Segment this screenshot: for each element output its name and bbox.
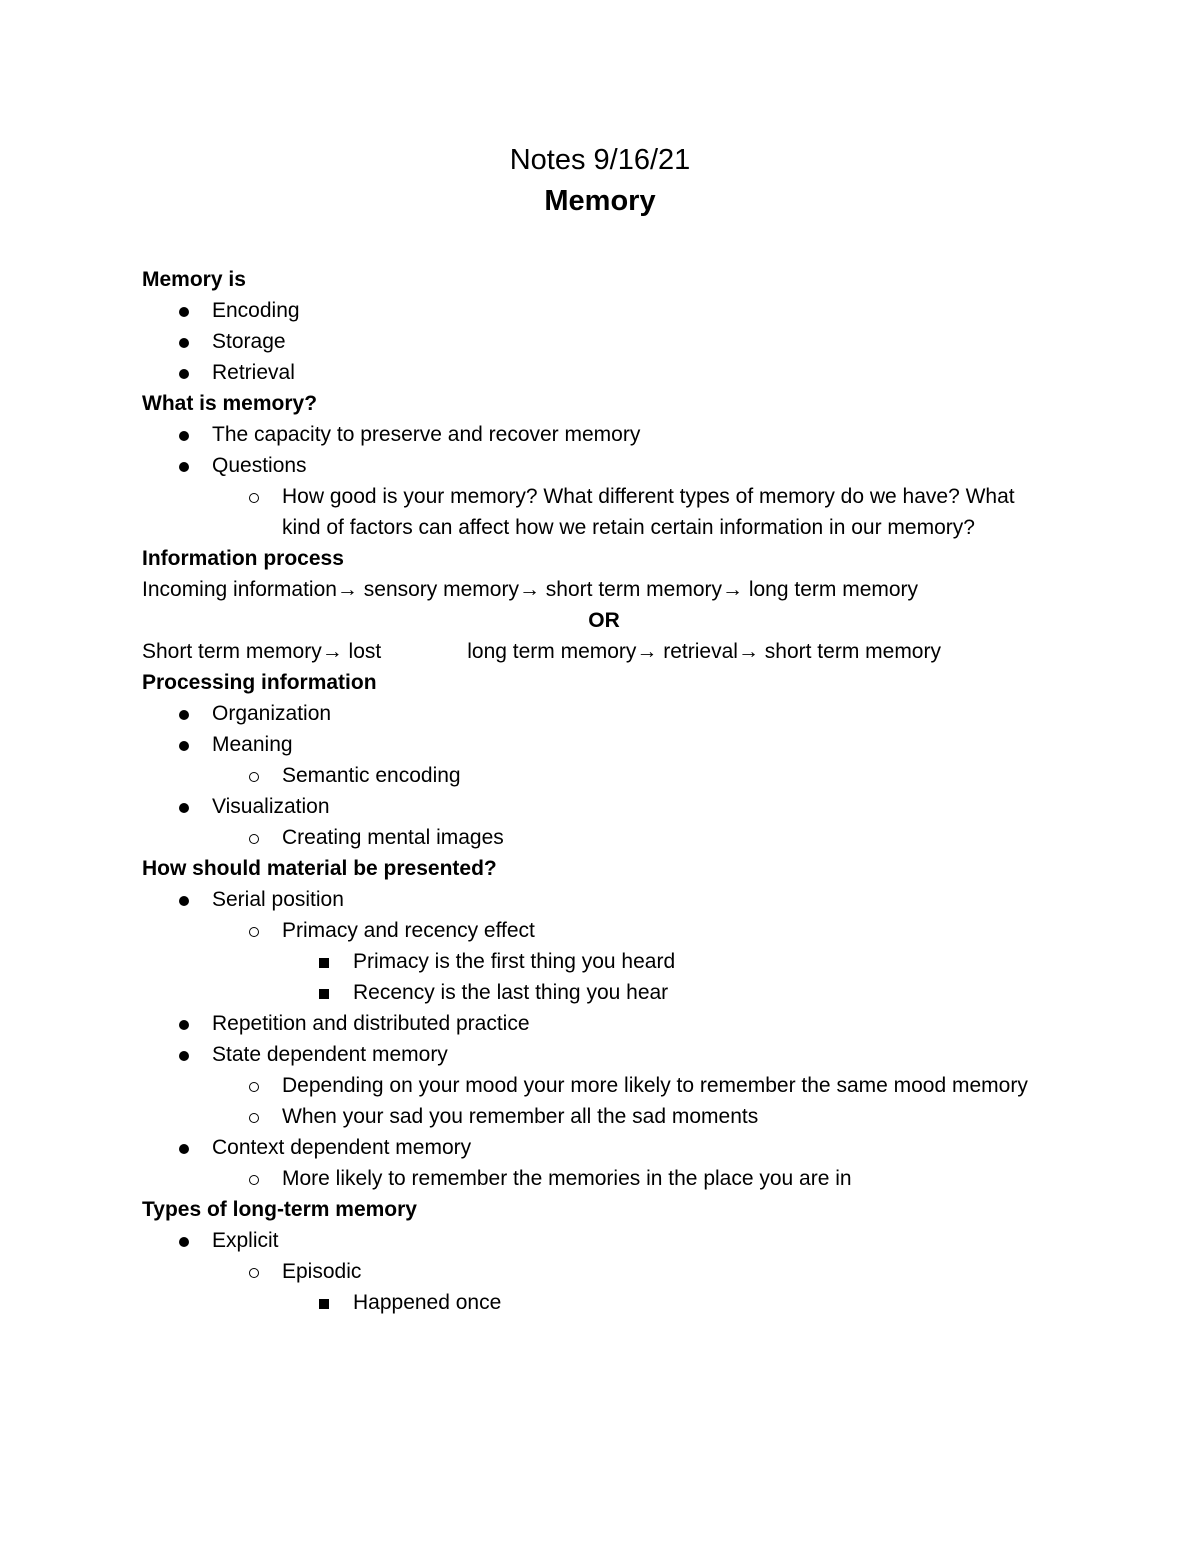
section-heading-material-presented: How should material be presented? — [142, 857, 497, 880]
section-heading-information-process: Information process — [142, 547, 344, 570]
list-item: More likely to remember the memories in the place you are in — [142, 1163, 1062, 1194]
flow-line-2 — [142, 636, 1062, 667]
disc-bullet-icon — [178, 326, 198, 357]
list-item: Repetition and distributed practice — [142, 1008, 1062, 1039]
list-item: Encoding — [142, 295, 1062, 326]
disc-bullet-icon — [178, 884, 198, 915]
circle-bullet-icon — [248, 1256, 268, 1287]
list-item: Recency is the last thing you hear — [142, 977, 1062, 1008]
square-bullet-icon — [318, 946, 338, 977]
disc-bullet-icon — [178, 729, 198, 760]
list-item: Retrieval — [142, 357, 1062, 388]
section-heading-processing-information: Processing information — [142, 671, 377, 694]
list-material-presented — [142, 884, 1062, 1194]
list-item: Primacy is the first thing you heard — [142, 946, 1062, 977]
list-item: When your sad you remember all the sad moments — [142, 1101, 1062, 1132]
circle-bullet-icon — [248, 1163, 268, 1194]
or-divider: OR — [588, 609, 620, 632]
list-long-term-types — [142, 1225, 1062, 1318]
circle-bullet-icon — [248, 481, 268, 512]
flow-line-1: Incoming information→ sensory memory→ short term memory→ long term memory — [142, 578, 919, 601]
list-item: Happened once — [142, 1287, 1062, 1318]
flow-line-2b: long term memory→ retrieval→ short term memory — [467, 640, 941, 663]
section-heading-what-is-memory: What is memory? — [142, 392, 318, 415]
list-item: Semantic encoding — [142, 760, 1062, 791]
disc-bullet-icon — [178, 1008, 198, 1039]
document-body — [142, 264, 1062, 1318]
disc-bullet-icon — [178, 1132, 198, 1163]
list-processing-information — [142, 698, 1062, 853]
square-bullet-icon — [318, 977, 338, 1008]
disc-bullet-icon — [178, 1225, 198, 1256]
disc-bullet-icon — [178, 450, 198, 481]
circle-bullet-icon — [248, 1101, 268, 1132]
disc-bullet-icon — [178, 1039, 198, 1070]
list-what-is-memory — [142, 419, 1062, 543]
circle-bullet-icon — [248, 915, 268, 946]
section-heading-long-term-types: Types of long-term memory — [142, 1198, 417, 1221]
disc-bullet-icon — [178, 791, 198, 822]
list-item: Primacy and recency effect — [142, 915, 1062, 946]
list-item: The capacity to preserve and recover memory — [142, 419, 1062, 450]
list-item: Questions — [142, 450, 1062, 481]
disc-bullet-icon — [178, 295, 198, 326]
list-item: Visualization — [142, 791, 1062, 822]
list-item: State dependent memory — [142, 1039, 1062, 1070]
square-bullet-icon — [318, 1287, 338, 1318]
list-item: Meaning — [142, 729, 1062, 760]
list-memory-is — [142, 295, 1062, 388]
list-item: Context dependent memory — [142, 1132, 1062, 1163]
circle-bullet-icon — [248, 822, 268, 853]
section-heading-memory-is: Memory is — [142, 268, 246, 291]
disc-bullet-icon — [178, 357, 198, 388]
list-item: Serial position — [142, 884, 1062, 915]
list-item: Storage — [142, 326, 1062, 357]
flow-line-2a: Short term memory→ lost — [142, 640, 382, 663]
document-subtitle: Memory — [544, 185, 656, 217]
disc-bullet-icon — [178, 698, 198, 729]
list-item: Creating mental images — [142, 822, 1062, 853]
circle-bullet-icon — [248, 760, 268, 791]
list-item: Episodic — [142, 1256, 1062, 1287]
circle-bullet-icon — [248, 1070, 268, 1101]
list-item: How good is your memory? What different types of memory do we have? What kind of factors can affect how we retain certain information in our memory? — [142, 481, 1062, 543]
list-item: Depending on your mood your more likely to remember the same mood memory — [142, 1070, 1062, 1101]
disc-bullet-icon — [178, 419, 198, 450]
document-title: Notes 9/16/21 — [509, 144, 691, 176]
list-item: Organization — [142, 698, 1062, 729]
list-item: Explicit — [142, 1225, 1062, 1256]
